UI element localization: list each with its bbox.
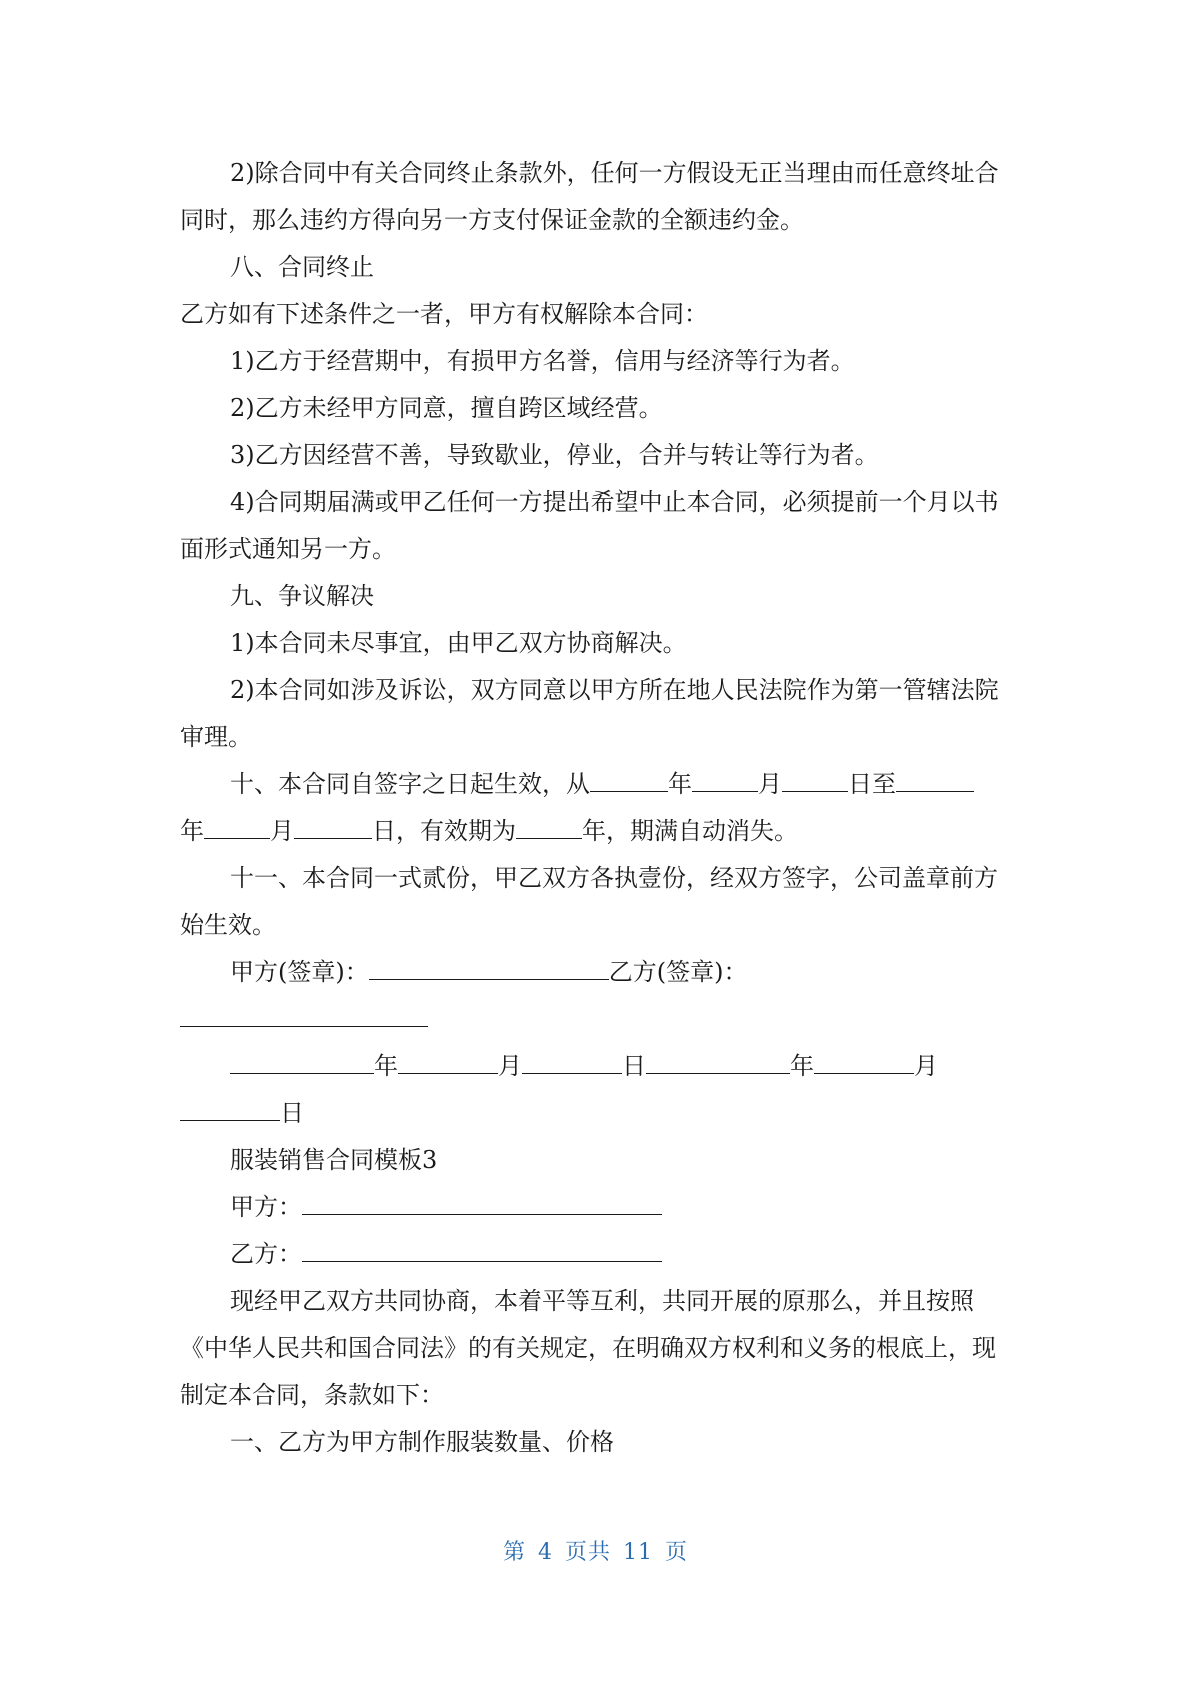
fill-blank[interactable] [204,816,270,839]
month-label: 月 [270,817,294,845]
fill-blank[interactable] [896,769,974,792]
footer-prefix: 第 [502,1540,526,1565]
party-b-seal-label: 乙方(签章)： [608,958,748,986]
paragraph-preamble-line3: 制定本合同，条款如下： [180,1381,444,1409]
paragraph-preamble-line2: 《中华人民共和国合同法》的有关规定，在明确双方权利和义务的根底上，现 [180,1334,996,1362]
footer-middle: 页共 [564,1540,611,1565]
fill-blank[interactable] [646,1051,790,1074]
party-a-line [180,1184,1010,1231]
fill-blank[interactable] [814,1051,914,1074]
fill-blank[interactable] [398,1051,498,1074]
section-heading-dispute: 九、争议解决 [230,582,374,610]
paragraph-condition-3: 3)乙方因经营不善，导致歇业，停业，合并与转让等行为者。 [230,441,879,469]
fill-blank[interactable] [782,769,848,792]
signature-line [180,949,1010,996]
paragraph-breach-line1: 2)除合同中有关合同终止条款外，任何一方假设无正当理由而任意终址合 [230,159,999,187]
page-footer [0,1535,1191,1566]
effective-text: 十、本合同自签字之日起生效，从 [230,770,590,798]
year-label: 年 [790,1052,814,1080]
validity-text: 日，有效期为 [372,817,516,845]
signature-date-line1 [180,1043,1010,1090]
year-label: 年 [374,1052,398,1080]
current-page-number: 4 [537,1540,553,1565]
paragraph-condition-4-line1: 4)合同期届满或甲乙任何一方提出希望中止本合同，必须提前一个月以书 [230,488,999,516]
paragraph-copies-line1: 十一、本合同一式贰份，甲乙双方各执壹份，经双方签字，公司盖章前方 [230,864,998,892]
signature-continuation [180,996,1010,1043]
fill-blank[interactable] [590,769,668,792]
fill-blank[interactable] [522,1051,622,1074]
paragraph-preamble-line1: 现经甲乙双方共同协商，本着平等互利，共同开展的原那么，并且按照 [230,1287,974,1315]
paragraph-effective-date-line1 [180,761,1010,808]
paragraph-dispute-2-line2: 审理。 [180,723,252,751]
section-heading-termination: 八、合同终止 [230,253,374,281]
month-label: 月 [498,1052,522,1080]
signature-date-line2 [180,1090,1010,1137]
fill-blank[interactable] [516,816,582,839]
year-label: 年 [668,770,692,798]
paragraph-condition-2: 2)乙方未经甲方同意，擅自跨区域经营。 [230,394,663,422]
paragraph-condition-4-line2: 面形式通知另一方。 [180,535,396,563]
fill-blank[interactable] [180,1098,280,1121]
paragraph-condition-1: 1)乙方于经营期中，有损甲方名誉，信用与经济等行为者。 [230,347,855,375]
fill-blank[interactable] [294,816,372,839]
party-b-label: 乙方： [230,1240,302,1268]
party-b-field[interactable] [302,1239,662,1262]
fill-blank[interactable] [692,769,758,792]
month-label: 月 [914,1052,938,1080]
day-label: 日 [280,1099,304,1127]
paragraph-effective-date-line2 [180,808,1010,855]
template-title: 服装销售合同模板3 [230,1146,438,1174]
party-a-label: 甲方： [230,1193,302,1221]
expiry-text: 年，期满自动消失。 [582,817,798,845]
fill-blank[interactable] [230,1051,374,1074]
footer-suffix: 页 [665,1540,689,1565]
party-a-seal-label: 甲方(签章)： [230,958,369,986]
total-page-count: 11 [623,1540,653,1565]
month-label: 月 [758,770,782,798]
paragraph-copies-line2: 始生效。 [180,911,276,939]
party-b-line [180,1231,1010,1278]
paragraph-dispute-1: 1)本合同未尽事宜，由甲乙双方协商解决。 [230,629,687,657]
party-b-signature-field[interactable] [180,1004,428,1027]
paragraph-termination-conditions: 乙方如有下述条件之一者，甲方有权解除本合同： [180,300,708,328]
year-label: 年 [180,817,204,845]
paragraph-breach-line2: 同时，那么违约方得向另一方支付保证金款的全额违约金。 [180,206,804,234]
party-a-signature-field[interactable] [369,957,609,980]
document-body [180,150,1010,1466]
party-a-field[interactable] [302,1192,662,1215]
day-to-label: 日至 [848,770,896,798]
paragraph-dispute-2-line1: 2)本合同如涉及诉讼，双方同意以甲方所在地人民法院作为第一管辖法院 [230,676,999,704]
day-label: 日 [622,1052,646,1080]
section-heading-quantity-price: 一、乙方为甲方制作服装数量、价格 [230,1428,614,1456]
